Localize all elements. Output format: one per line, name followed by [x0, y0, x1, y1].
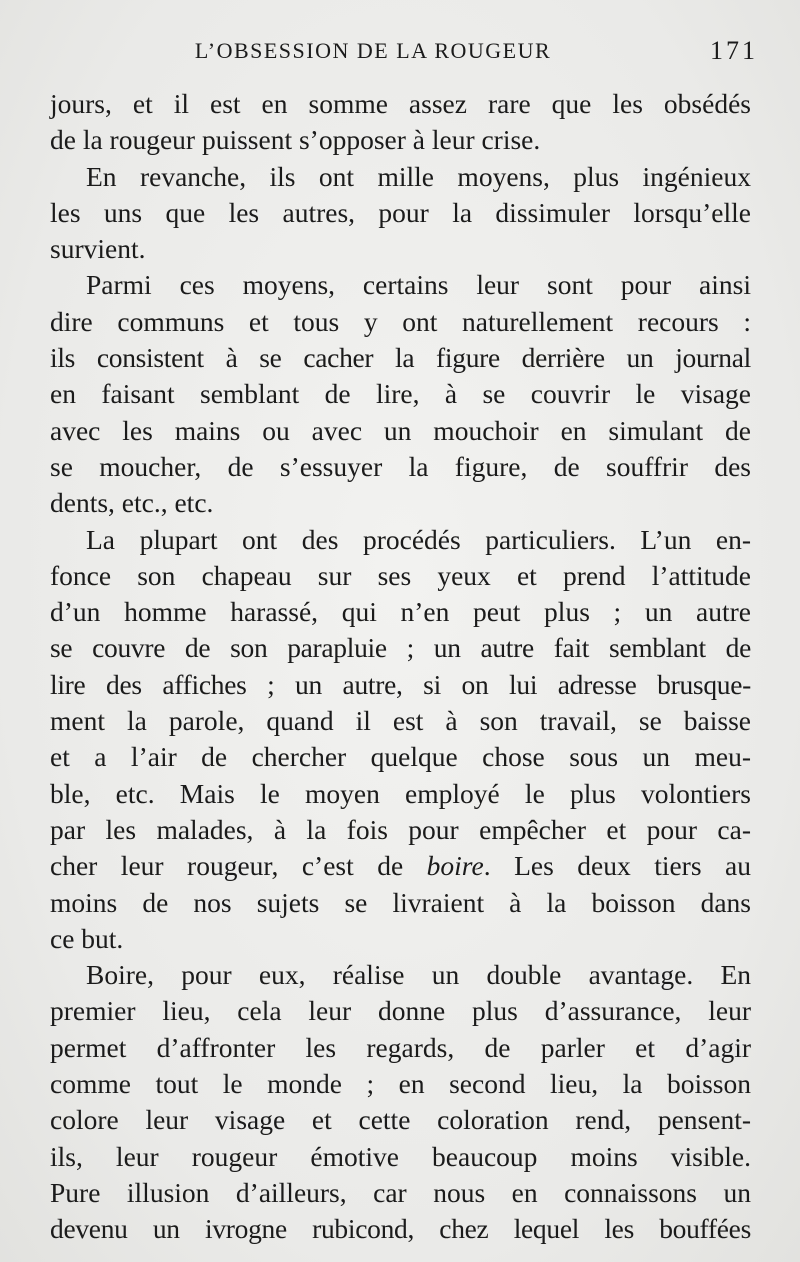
text-line: de la rougeur puissent s’opposer à leur crise.	[50, 124, 541, 156]
text-segment: cher leur rougeur, c’est de	[50, 850, 427, 882]
text-line: jours, et il est en somme assez rare que les obsédés	[50, 88, 751, 119]
text-line: ce but.	[50, 922, 124, 954]
text-line: se moucher, de s’essuyer la figure, de souffrir des	[50, 450, 751, 482]
text-line: ment la parole, quand il est à son travail, se baisse	[50, 705, 751, 737]
text-line: comme tout le monde ; en second lieu, la boisson	[50, 1068, 751, 1100]
page-number: 171	[710, 36, 758, 65]
text-line: moins de nos sujets se livraient à la boisson dans	[50, 886, 751, 918]
text-line: ils consistent à se cacher la figure derrière un journal	[50, 342, 751, 374]
text-line: colore leur visage et cette coloration rend, pensent-	[50, 1104, 751, 1136]
text-line: Boire, pour eux, réalise un double avantage. En	[86, 959, 751, 991]
text-line: devenu un ivrogne rubicond, chez lequel les bouffées	[50, 1213, 751, 1245]
text-line: lire des affiches ; un autre, si on lui adresse brusque-	[50, 668, 751, 700]
text-line: ils, leur rougeur émotive beaucoup moins visible.	[50, 1140, 751, 1172]
text-line: premier lieu, cela leur donne plus d’assurance, leur	[50, 995, 751, 1027]
text-line-with-italic	[50, 848, 751, 884]
text-line: En revanche, ils ont mille moyens, plus ingénieux	[86, 160, 751, 192]
text-segment: . Les deux tiers au	[483, 850, 751, 882]
text-line: permet d’affronter les regards, de parler et d’agir	[50, 1031, 751, 1063]
text-line: en faisant semblant de lire, à se couvrir le visage	[50, 378, 751, 410]
text-line: et a l’air de chercher quelque chose sous un meu-	[50, 741, 751, 773]
text-line: Pure illusion d’ailleurs, car nous en connaissons un	[50, 1176, 751, 1208]
text-line: avec les mains ou avec un mouchoir en simulant de	[50, 414, 751, 446]
text-line: dire communs et tous y ont naturellement recours :	[50, 305, 751, 337]
text-line: Parmi ces moyens, certains leur sont pour ainsi	[86, 269, 751, 301]
text-line: par les malades, à la fois pour empêcher et pour ca-	[50, 813, 751, 845]
running-title: L’OBSESSION DE LA ROUGEUR	[194, 38, 552, 63]
text-line: fonce son chapeau sur ses yeux et prend l’attitude	[50, 559, 751, 591]
text-line: La plupart ont des procédés particuliers. L’un en-	[86, 523, 751, 555]
running-head	[48, 36, 758, 66]
text-line: survient.	[50, 233, 146, 265]
text-line: les uns que les autres, pour la dissimuler lorsqu’elle	[50, 196, 751, 228]
italic-word: boire	[426, 850, 484, 882]
text-line: d’un homme harassé, qui n’en peut plus ; un autre	[50, 596, 751, 628]
text-line: ble, etc. Mais le moyen employé le plus volontiers	[50, 777, 751, 809]
text-line: se couvre de son parapluie ; un autre fait semblant de	[50, 632, 751, 664]
body-text	[50, 86, 751, 1248]
text-line: dents, etc., etc.	[50, 487, 214, 519]
